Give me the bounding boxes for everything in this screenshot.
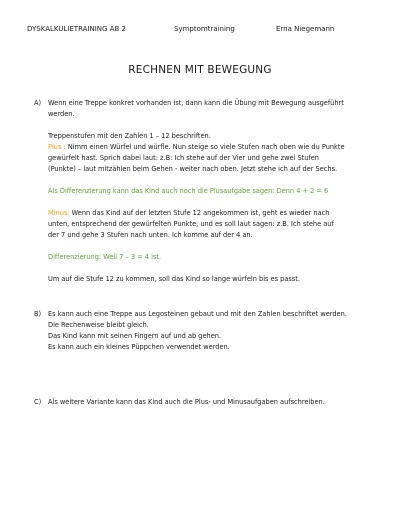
section-a-steps-line: Treppenstufen mit den Zahlen 1 – 12 beschriften. (48, 132, 211, 140)
section-a-marker: A) (34, 99, 42, 107)
page-title: RECHNEN MIT BEWEGUNG (128, 64, 272, 76)
section-a-intro-line-2: werden. (48, 110, 75, 118)
section-c-line-1: Als weitere Variante kann das Kind auch die Plus- und Minusaufgaben aufschreiben. (48, 398, 325, 406)
plus-paragraph-line-1 (48, 142, 345, 153)
minus-text-1: Wenn das Kind auf der letzten Stufe 12 angekommen ist, geht es wieder nach (69, 209, 330, 217)
section-b-line-4: Es kann auch ein kleines Püppchen verwendet werden. (48, 343, 230, 351)
header-topic: Symptomtraining (174, 25, 235, 33)
plus-differentiation: Als Differenzierung kann das Kind auch noch die Plusaufgabe sagen: Denn 4 + 2 = 6 (48, 187, 329, 195)
section-b-line-3: Das Kind kann mit seinen Fingern auf und ab gehen. (48, 332, 222, 340)
section-a-closing: Um auf die Stufe 12 zu kommen, soll das Kind so lange würfeln bis es passt. (48, 275, 300, 283)
section-b-line-1: Es kann auch eine Treppe aus Legosteinen gebaut und mit den Zahlen beschriftet werden. (48, 310, 347, 318)
section-b-line-2: Die Rechenweise bleibt gleich. (48, 321, 149, 329)
section-b-marker: B) (34, 310, 42, 318)
minus-label: Minus: (48, 209, 70, 217)
plus-label: Plus : (48, 143, 66, 151)
section-a-intro-line-1: Wenn eine Treppe konkret vorhanden ist, dann kann die Übung mit Bewegung ausgeführt (48, 99, 344, 107)
header-course-title: DYSKALKULIETRAINING AB 2 (27, 25, 126, 33)
minus-paragraph-line-3: der 7 und gehe 3 Stufen nach unten. Ich komme auf der 4 an. (48, 231, 253, 239)
section-c-marker: C) (34, 398, 42, 406)
minus-paragraph-line-1 (48, 208, 329, 219)
plus-paragraph-line-2: gewürfelt hast. Sprich dabei laut: z.B: Ich stehe auf der Vier und gehe zwei Stufen (48, 154, 319, 162)
minus-differentiation: Differenzierung: Weil 7 – 3 = 4 ist. (48, 253, 162, 261)
minus-paragraph-line-2: unten, entsprechend der gewürfelten Punkte, und es soll laut sagen: z.B. Ich stehe auf (48, 220, 334, 228)
plus-text-1: Nimm einen Würfel und würfle. Nun steige so viele Stufen nach oben wie du Punkte (65, 143, 345, 151)
header-author: Erna Niegemann (276, 25, 335, 33)
plus-paragraph-line-3: (Punkte) – laut mitzählen beim Gehen - weiter nach oben. Jetzt stehe ich auf der Sechs. (48, 165, 338, 173)
